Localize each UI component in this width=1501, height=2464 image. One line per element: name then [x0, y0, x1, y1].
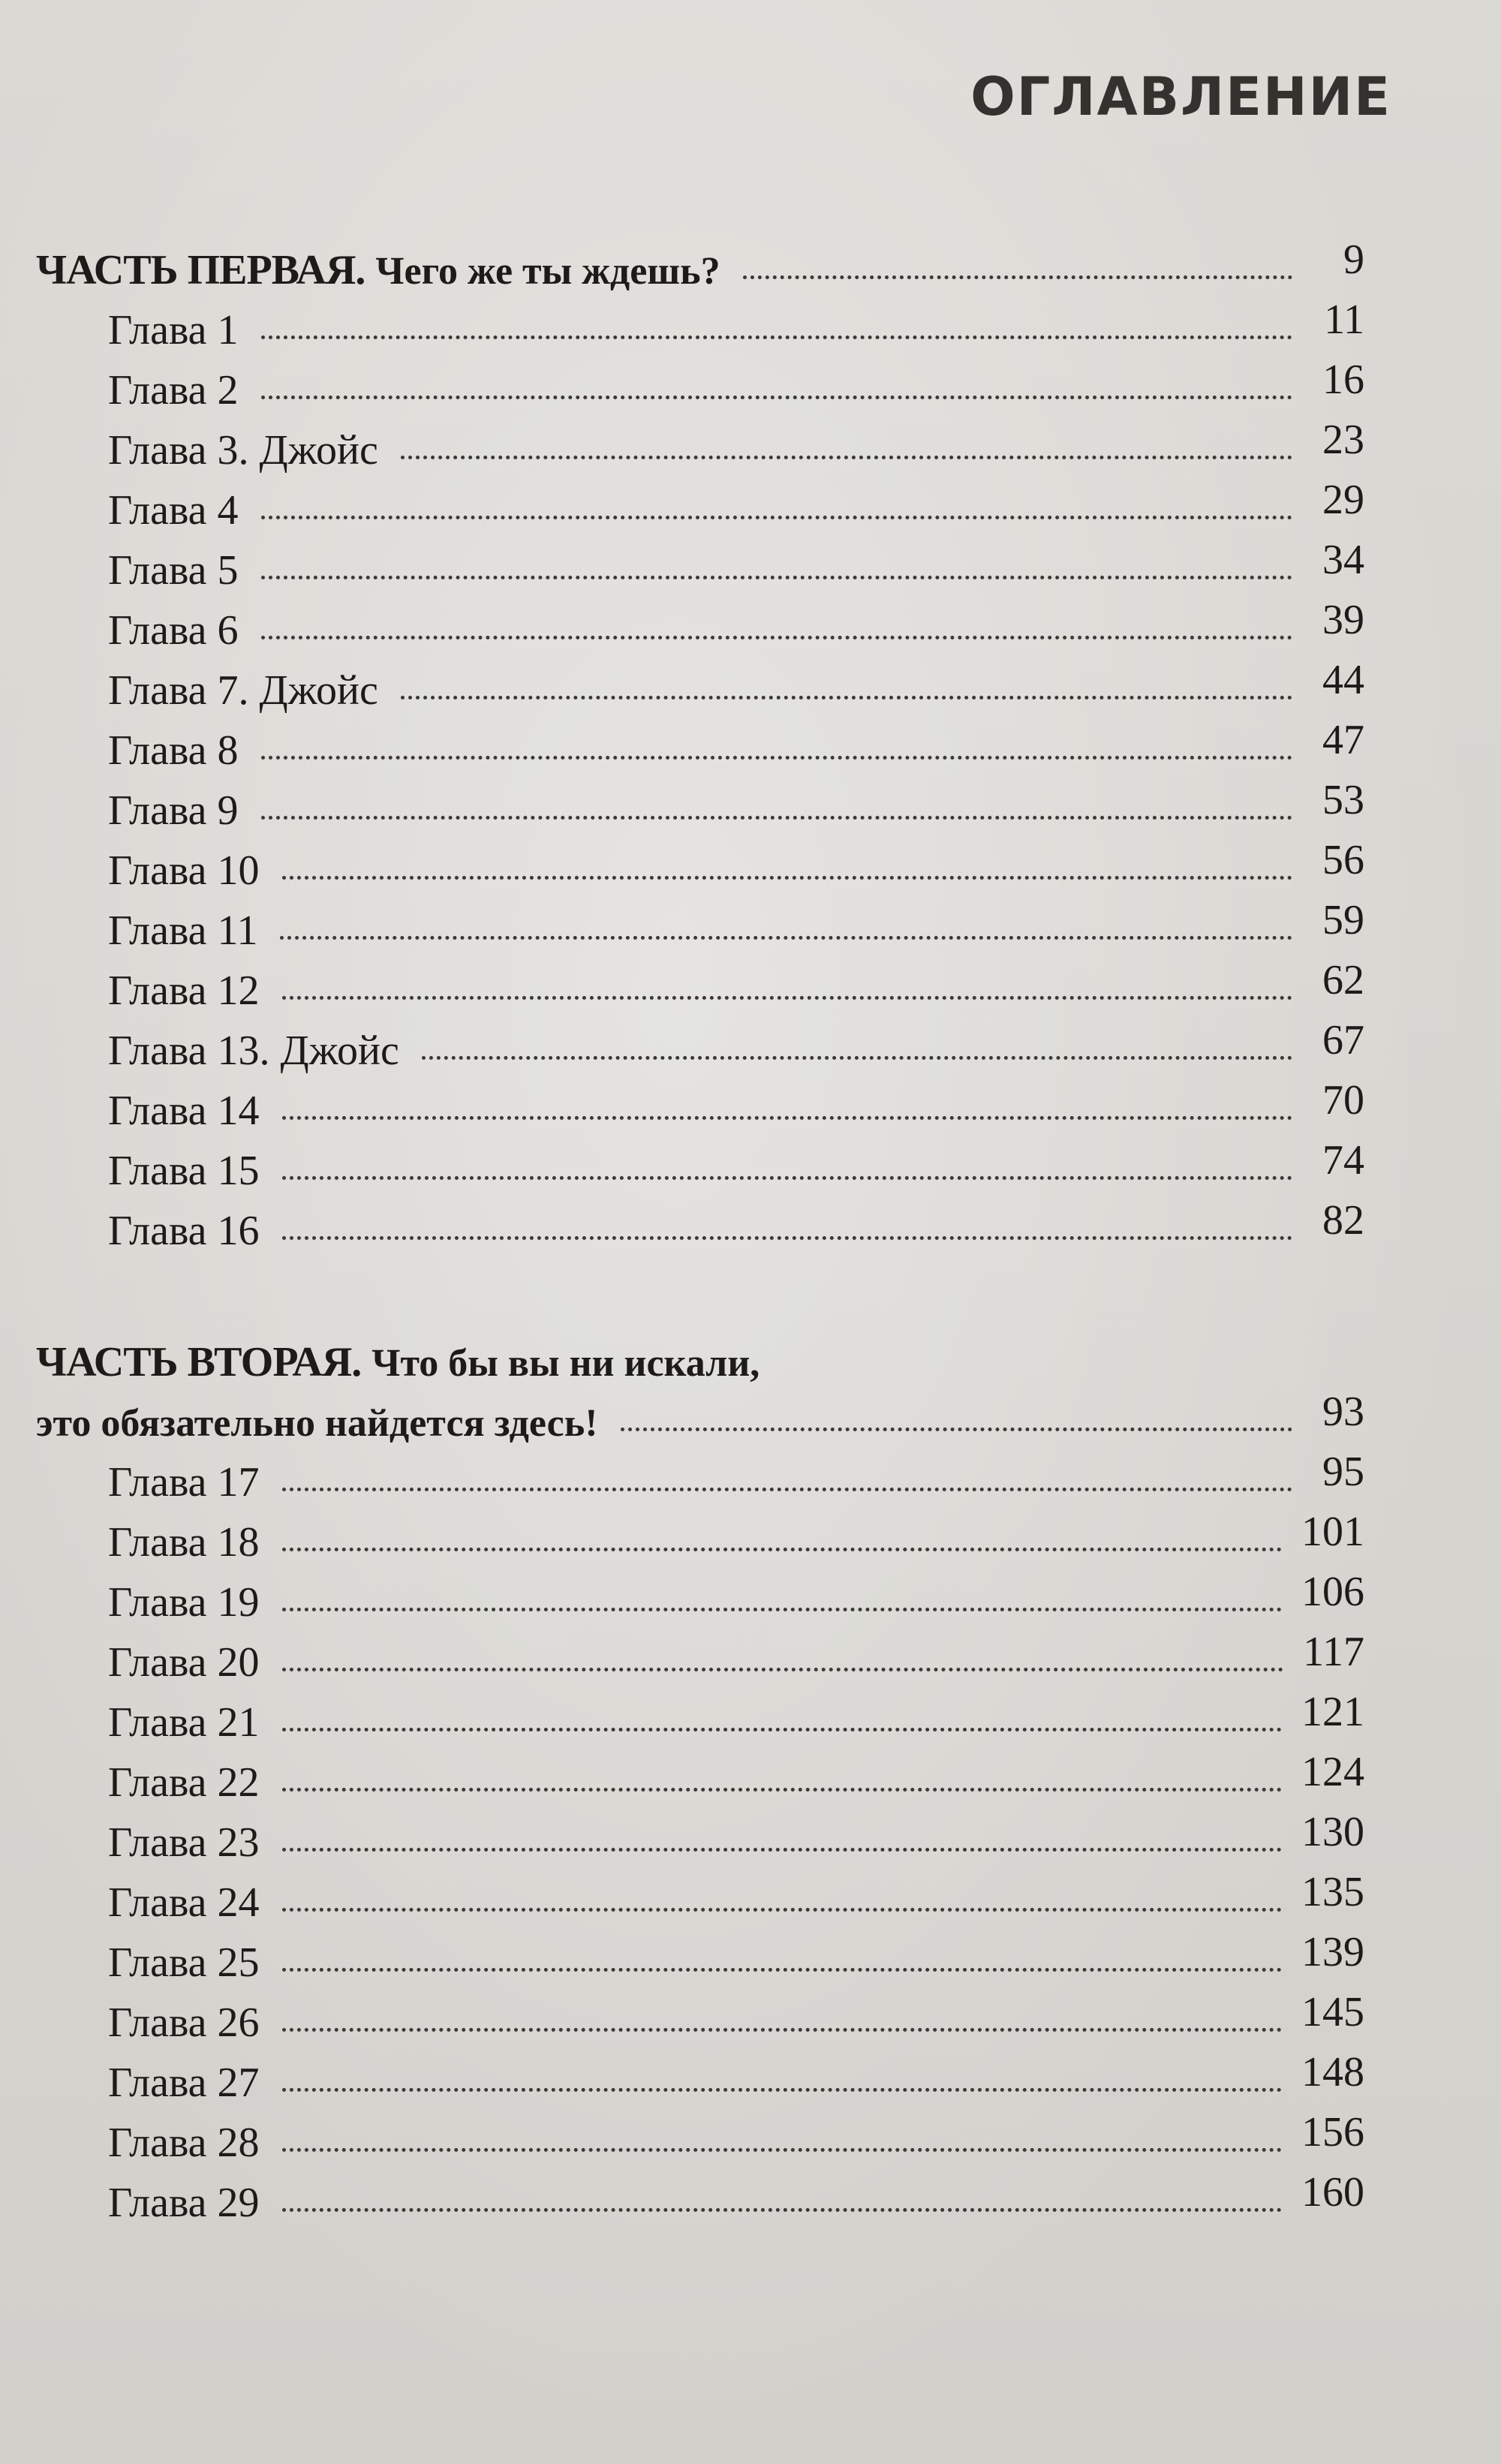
part-two-chapter-list — [36, 1449, 1364, 2233]
chapter-page-number: 67 — [1322, 1017, 1364, 1064]
dot-leader — [261, 816, 1292, 820]
chapter-title: Глава 7. Джойс — [108, 667, 378, 714]
toc-entry — [108, 957, 1364, 1021]
chapter-page-number: 121 — [1301, 1689, 1364, 1735]
chapter-title: Глава 29 — [108, 2180, 260, 2226]
chapter-page-number: 156 — [1301, 2109, 1364, 2156]
dot-leader — [261, 396, 1292, 399]
dot-leader — [282, 1548, 1282, 1551]
dot-leader — [282, 2148, 1282, 2152]
toc-entry — [108, 657, 1364, 721]
toc-entry — [108, 2169, 1364, 2233]
chapter-title: Глава 28 — [108, 2120, 260, 2166]
chapter-title: Глава 14 — [108, 1088, 260, 1134]
chapter-title: Глава 3. Джойс — [108, 427, 378, 474]
chapter-page-number: 124 — [1301, 1749, 1364, 1795]
dot-leader — [401, 456, 1292, 459]
dot-leader — [282, 1488, 1292, 1491]
dot-leader — [282, 2208, 1282, 2212]
dot-leader — [282, 1668, 1284, 1671]
chapter-page-number: 70 — [1322, 1077, 1364, 1124]
chapter-title: Глава 12 — [108, 967, 260, 1014]
chapter-page-number: 74 — [1322, 1137, 1364, 1184]
chapter-title: Глава 11 — [108, 907, 258, 954]
dot-leader — [261, 636, 1292, 639]
dot-leader — [621, 1428, 1292, 1431]
toc-entry — [108, 1017, 1364, 1081]
chapter-page-number: 101 — [1301, 1509, 1364, 1555]
chapter-page-number: 145 — [1301, 1989, 1364, 2035]
chapter-page-number: 47 — [1322, 717, 1364, 763]
chapter-title: Глава 2 — [108, 367, 239, 414]
dot-leader — [282, 2028, 1282, 2032]
chapter-page-number: 53 — [1322, 777, 1364, 823]
chapter-title: Глава 15 — [108, 1148, 260, 1194]
part-two-subtitle-line-1: Что бы вы ни искали, — [371, 1342, 760, 1385]
part-two — [36, 1332, 1364, 2233]
toc-entry — [108, 1989, 1364, 2053]
dot-leader — [261, 516, 1292, 519]
chapter-title: Глава 18 — [108, 1519, 260, 1566]
toc-entry — [108, 1509, 1364, 1572]
chapter-title: Глава 1 — [108, 307, 239, 354]
part-two-title-row-2 — [36, 1388, 1364, 1452]
dot-leader — [282, 1116, 1292, 1120]
toc-entry — [108, 1077, 1364, 1141]
chapter-title: Глава 24 — [108, 1879, 260, 1926]
dot-leader — [282, 996, 1292, 1000]
toc-entry — [108, 2109, 1364, 2173]
dot-leader — [282, 1608, 1282, 1611]
dot-leader — [282, 1728, 1282, 1731]
dot-leader — [280, 936, 1292, 940]
dot-leader — [282, 2088, 1282, 2092]
dot-leader — [282, 1968, 1282, 1972]
chapter-page-number: 62 — [1322, 957, 1364, 1003]
page-title: ОГЛАВЛЕНИЕ — [970, 66, 1391, 128]
chapter-page-number: 135 — [1301, 1869, 1364, 1915]
chapter-title: Глава 20 — [108, 1639, 260, 1686]
chapter-page-number: 95 — [1322, 1449, 1364, 1495]
chapter-page-number: 117 — [1303, 1629, 1364, 1675]
toc-entry — [108, 1137, 1364, 1201]
chapter-page-number: 11 — [1324, 296, 1364, 343]
chapter-page-number: 106 — [1301, 1569, 1364, 1615]
toc-entry — [108, 597, 1364, 660]
toc-entry — [108, 1929, 1364, 1993]
toc-entry — [108, 1689, 1364, 1752]
chapter-title: Глава 13. Джойс — [108, 1027, 399, 1074]
chapter-title: Глава 21 — [108, 1699, 260, 1746]
chapter-page-number: 34 — [1322, 537, 1364, 583]
toc-entry — [108, 1629, 1364, 1692]
chapter-page-number: 39 — [1322, 597, 1364, 643]
toc-entry — [108, 717, 1364, 781]
toc-entry — [108, 1569, 1364, 1632]
chapter-title: Глава 10 — [108, 847, 260, 894]
chapter-title: Глава 25 — [108, 1939, 260, 1986]
dot-leader — [282, 1176, 1292, 1180]
toc-entry — [108, 1749, 1364, 1813]
chapter-page-number: 160 — [1301, 2169, 1364, 2216]
toc-entry — [108, 837, 1364, 901]
part-one — [36, 236, 1364, 1261]
chapter-title: Глава 27 — [108, 2059, 260, 2106]
dot-leader — [282, 876, 1292, 880]
dot-leader — [282, 1908, 1282, 1912]
chapter-title: Глава 19 — [108, 1579, 260, 1626]
chapter-page-number: 16 — [1322, 357, 1364, 403]
dot-leader — [261, 335, 1292, 339]
chapter-page-number: 29 — [1322, 477, 1364, 523]
dot-leader — [261, 576, 1292, 579]
part-two-page: 93 — [1322, 1388, 1364, 1435]
chapter-title: Глава 22 — [108, 1759, 260, 1806]
toc-entry — [108, 357, 1364, 420]
dot-leader — [401, 696, 1292, 699]
chapter-page-number: 56 — [1322, 837, 1364, 883]
part-one-title-row — [36, 236, 1364, 300]
dot-leader — [282, 1236, 1292, 1240]
chapter-title: Глава 17 — [108, 1459, 260, 1506]
chapter-page-number: 59 — [1322, 897, 1364, 943]
chapter-title: Глава 23 — [108, 1819, 260, 1866]
dot-leader — [282, 1788, 1282, 1792]
dot-leader — [743, 275, 1292, 279]
chapter-page-number: 130 — [1301, 1809, 1364, 1855]
toc-entry — [108, 777, 1364, 841]
toc-entry — [108, 537, 1364, 600]
toc-entry — [108, 1197, 1364, 1261]
dot-leader — [422, 1056, 1292, 1060]
chapter-title: Глава 4 — [108, 487, 239, 534]
part-one-caps: ЧАСТЬ ПЕРВАЯ. — [36, 247, 365, 293]
chapter-title: Глава 8 — [108, 727, 239, 774]
chapter-title: Глава 6 — [108, 607, 239, 654]
toc-entry — [108, 296, 1364, 360]
toc-entry — [108, 1809, 1364, 1873]
part-two-title-row-1 — [36, 1332, 1364, 1392]
chapter-title: Глава 9 — [108, 787, 239, 834]
chapter-page-number: 139 — [1301, 1929, 1364, 1975]
dot-leader — [282, 1848, 1282, 1852]
part-one-subtitle: Чего же ты ждешь? — [375, 250, 720, 293]
toc-entry — [108, 2049, 1364, 2113]
chapter-page-number: 44 — [1322, 657, 1364, 703]
toc-entry — [108, 897, 1364, 961]
chapter-title: Глава 26 — [108, 1999, 260, 2046]
toc-entry — [108, 1869, 1364, 1933]
chapter-title: Глава 5 — [108, 547, 239, 594]
toc-entry — [108, 417, 1364, 480]
chapter-page-number: 23 — [1322, 417, 1364, 463]
chapter-page-number: 82 — [1322, 1197, 1364, 1244]
chapter-page-number: 148 — [1301, 2049, 1364, 2095]
chapter-title: Глава 16 — [108, 1208, 260, 1254]
part-two-subtitle-line-2: это обязательно найдется здесь! — [36, 1402, 598, 1445]
toc-entry — [108, 1449, 1364, 1512]
part-one-page: 9 — [1343, 236, 1364, 283]
part-two-caps: ЧАСТЬ ВТОРАЯ. — [36, 1339, 362, 1385]
toc-entry — [108, 477, 1364, 540]
part-one-chapter-list — [36, 296, 1364, 1261]
dot-leader — [261, 756, 1292, 760]
